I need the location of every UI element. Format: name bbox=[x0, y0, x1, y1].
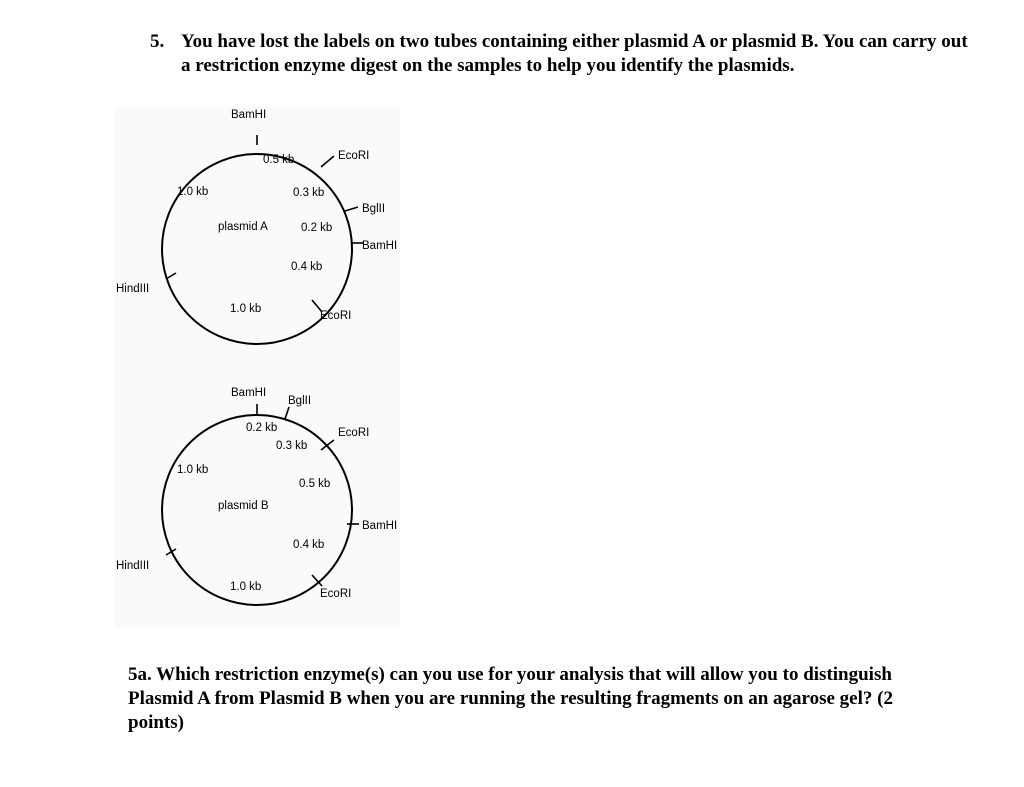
question-number: 5. bbox=[150, 31, 165, 52]
plasmid-maps-figure bbox=[115, 107, 400, 627]
plasmid-a-fragment-0-4kb: 0.4 kb bbox=[291, 261, 323, 273]
plasmid-a-hindiii-tick bbox=[166, 273, 176, 279]
plasmid-a-name: plasmid A bbox=[218, 221, 268, 233]
plasmid-b-bglii-label: BglII bbox=[288, 395, 312, 407]
plasmid-b-fragment-0-2kb: 0.2 kb bbox=[246, 422, 278, 434]
plasmid-a-fragment-1-0kb-left: 1.0 kb bbox=[177, 186, 209, 198]
plasmid-b-ecori-bottom-label: EcoRI bbox=[320, 588, 352, 600]
plasmid-a-ecori-top-tick bbox=[321, 156, 334, 167]
plasmid-b-fragment-0-3kb: 0.3 kb bbox=[276, 440, 308, 452]
plasmid-b-fragment-0-4kb: 0.4 kb bbox=[293, 539, 325, 551]
question-text: You have lost the labels on two tubes containing either plasmid A or plasmid B. You can carry out a restriction enzyme digest on the samples to help you identify the plasmids. bbox=[181, 31, 968, 76]
plasmid-b-hindiii-label: HindIII bbox=[116, 560, 150, 572]
plasmid-b-name: plasmid B bbox=[218, 500, 269, 512]
plasmid-b-fragment-0-5kb: 0.5 kb bbox=[299, 478, 331, 490]
plasmid-b-fragment-1-0kb-left: 1.0 kb bbox=[177, 464, 209, 476]
plasmid-b-bamhi-top-label: BamHI bbox=[231, 387, 267, 399]
plasmid-b-map bbox=[116, 387, 397, 605]
plasmid-a-fragment-0-2kb: 0.2 kb bbox=[301, 222, 333, 234]
question-5 bbox=[150, 30, 970, 78]
plasmid-a-bglii-label: BglII bbox=[362, 203, 386, 215]
plasmid-a-ecori-top-label: EcoRI bbox=[338, 150, 370, 162]
plasmid-a-bglii-tick bbox=[345, 207, 358, 211]
plasmid-a-hindiii-label: HindIII bbox=[116, 283, 150, 295]
question-5a: 5a. Which restriction enzyme(s) can you use for your analysis that will allow you to distinguish Plasmid A from Plasmid B when you are running the resulting fragments on an agarose gel? (2 points) bbox=[128, 664, 893, 733]
plasmid-a-fragment-0-3kb: 0.3 kb bbox=[293, 187, 325, 199]
plasmid-maps-svg bbox=[115, 107, 400, 627]
plasmid-b-fragment-1-0kb-bottom: 1.0 kb bbox=[230, 581, 262, 593]
plasmid-a-fragment-1-0kb-bottom: 1.0 kb bbox=[230, 303, 262, 315]
plasmid-b-bglii-tick bbox=[285, 407, 289, 419]
plasmid-a-bamhi-top-label: BamHI bbox=[231, 109, 267, 121]
plasmid-b-bamhi-right-label: BamHI bbox=[362, 520, 398, 532]
plasmid-a-bamhi-right-label: BamHI bbox=[362, 240, 398, 252]
plasmid-a-fragment-0-5kb: 0.5 kb bbox=[263, 154, 295, 166]
plasmid-b-ecori-top-label: EcoRI bbox=[338, 427, 370, 439]
plasmid-a-ecori-bottom-label: EcoRI bbox=[320, 310, 352, 322]
plasmid-a-map bbox=[116, 109, 397, 344]
